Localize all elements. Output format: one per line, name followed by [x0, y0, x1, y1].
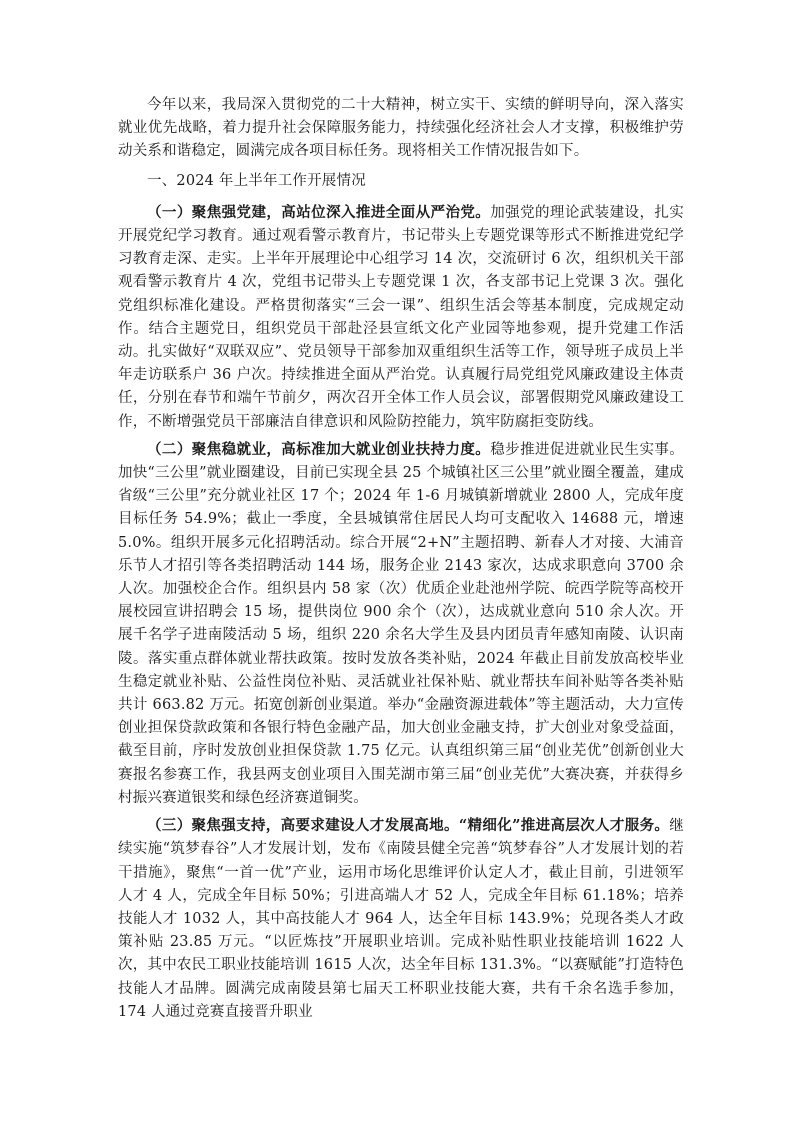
- section-item-1: [118, 201, 684, 434]
- section-item-3: [118, 814, 684, 1024]
- item-lead: （三）聚焦强支持，高要求建设人才发展高地。“精细化”推进高层次人才服务。: [147, 817, 670, 835]
- item-body: 稳步推进促进就业民生实事。加快“三公里”就业圈建设，目前已实现全县 25 个城镇社区三公里”就业圈全覆盖，建成省级“三公里”充分就业社区 17 个；2024 年 1-6 月城镇新增就业 2800 人，完成年度目标任务 54.9%；截止一季度，全县城镇常住居民人均可支配收入 14688 元，增速 5.0%。组织开展多元化招聘活动。综合开展“2+N”主题招聘、新春人才对接、大浦音乐节人才招引等各类招聘活动 144 场，服务企业 2143 家次，达成求职意向 3700 余人次。加强校企合作。组织县内 58 家（次）优质企业赴池州学院、皖西学院等高校开展校园宣讲招聘会 15 场，提供岗位 900 余个（次），达成就业意向 510 余人次。开展千名学子进南陵活动 5 场，组织 220 余名大学生及县内团员青年感知南陵、认识南陵。落实重点群体就业帮扶政策。按时发放各类补贴，2024 年截止目前发放高校毕业生稳定就业补贴、公益性岗位补贴、灵活就业社保补贴、就业帮扶车间补贴等各类补贴共计 663.82 万元。拓宽创新创业渠道。举办“金融资源进载体”等主题活动，大力宣传创业担保贷款政策和各银行特色金融产品，加大创业金融支持，扩大创业对象受益面，截至目前，序时发放创业担保贷款 1.75 亿元。认真组织第三届“创业芜优”创新创业大赛报名参赛工作，我县两支创业项目入围芜湖市第三届“创业芜优”大赛决赛，并获得乡村振兴赛道银奖和绿色经济赛道铜奖。: [118, 441, 684, 806]
- item-lead: （二）聚焦稳就业，高标准加大就业创业扶持力度。: [147, 440, 491, 458]
- document-page: [118, 94, 684, 1024]
- item-body: 加强党的理论武装建设，扎实开展党纪学习教育。通过观看警示教育片，书记带头上专题党课等形式不断推进党纪学习教育走深、走实。上半年开展理论中心组学习 14 次，交流研讨 6 次，组织机关干部观看警示教育片 4 次，党组书记带头上专题党课 1 次，各支部书记上党课 3 次。强化党组织标准化建设。严格贯彻落实“三会一课”、组织生活会等基本制度，完成规定动作。结合主题党日，组织党员干部赴泾县宣纸文化产业园等地参观，提升党建工作活动。扎实做好“双联双应”、党员领导干部参加双重组织生活等工作，领导班子成员上半年走访联系户 36 户次。持续推进全面从严治党。认真履行局党组党风廉政建设主体责任，分别在春节和端午节前夕，两次召开全体工作人员会议，部署假期党风廉政建设工作，不断增强党员干部廉洁自律意识和风险防控能力，筑牢防腐拒变防线。: [118, 204, 684, 430]
- section-item-2: [118, 438, 684, 810]
- intro-paragraph: 今年以来，我局深入贯彻党的二十大精神，树立实干、实绩的鲜明导向，深入落实就业优先战略，着力提升社会保障服务能力，持续强化经济社会人才支撑，积极维护劳动关系和谐稳定，圆满完成各项目标任务。现将相关工作情况报告如下。: [118, 97, 684, 160]
- item-lead: （一）聚焦强党建，高站位深入推进全面从严治党。: [147, 203, 491, 221]
- section-heading: 一、2024 年上半年工作开展情况: [147, 172, 366, 189]
- item-body: 继续实施“筑梦春谷”人才发展计划，发布《南陵县健全完善“筑梦春谷”人才发展计划的若干措施》，聚焦“一首一优”产业，运用市场化思维评价认定人才，截止目前，引进领军人才 4 人，完成全年目标 50%；引进高端人才 52 人，完成全年目标 61.18%；培养技能人才 1032 人，其中高技能人才 964 人，达全年目标 143.9%；兑现各类人才政策补贴 23.85 万元。“以匠炼技”开展职业培训。完成补贴性职业技能培训 1622 人次，其中农民工职业技能培训 1615 人次，达全年目标 131.3%。“以赛赋能”打造特色技能人才品牌。圆满完成南陵县第七届天工杯职业技能大赛，共有千余名选手参加，174 人通过竞赛直接晋升职业: [118, 818, 684, 1020]
